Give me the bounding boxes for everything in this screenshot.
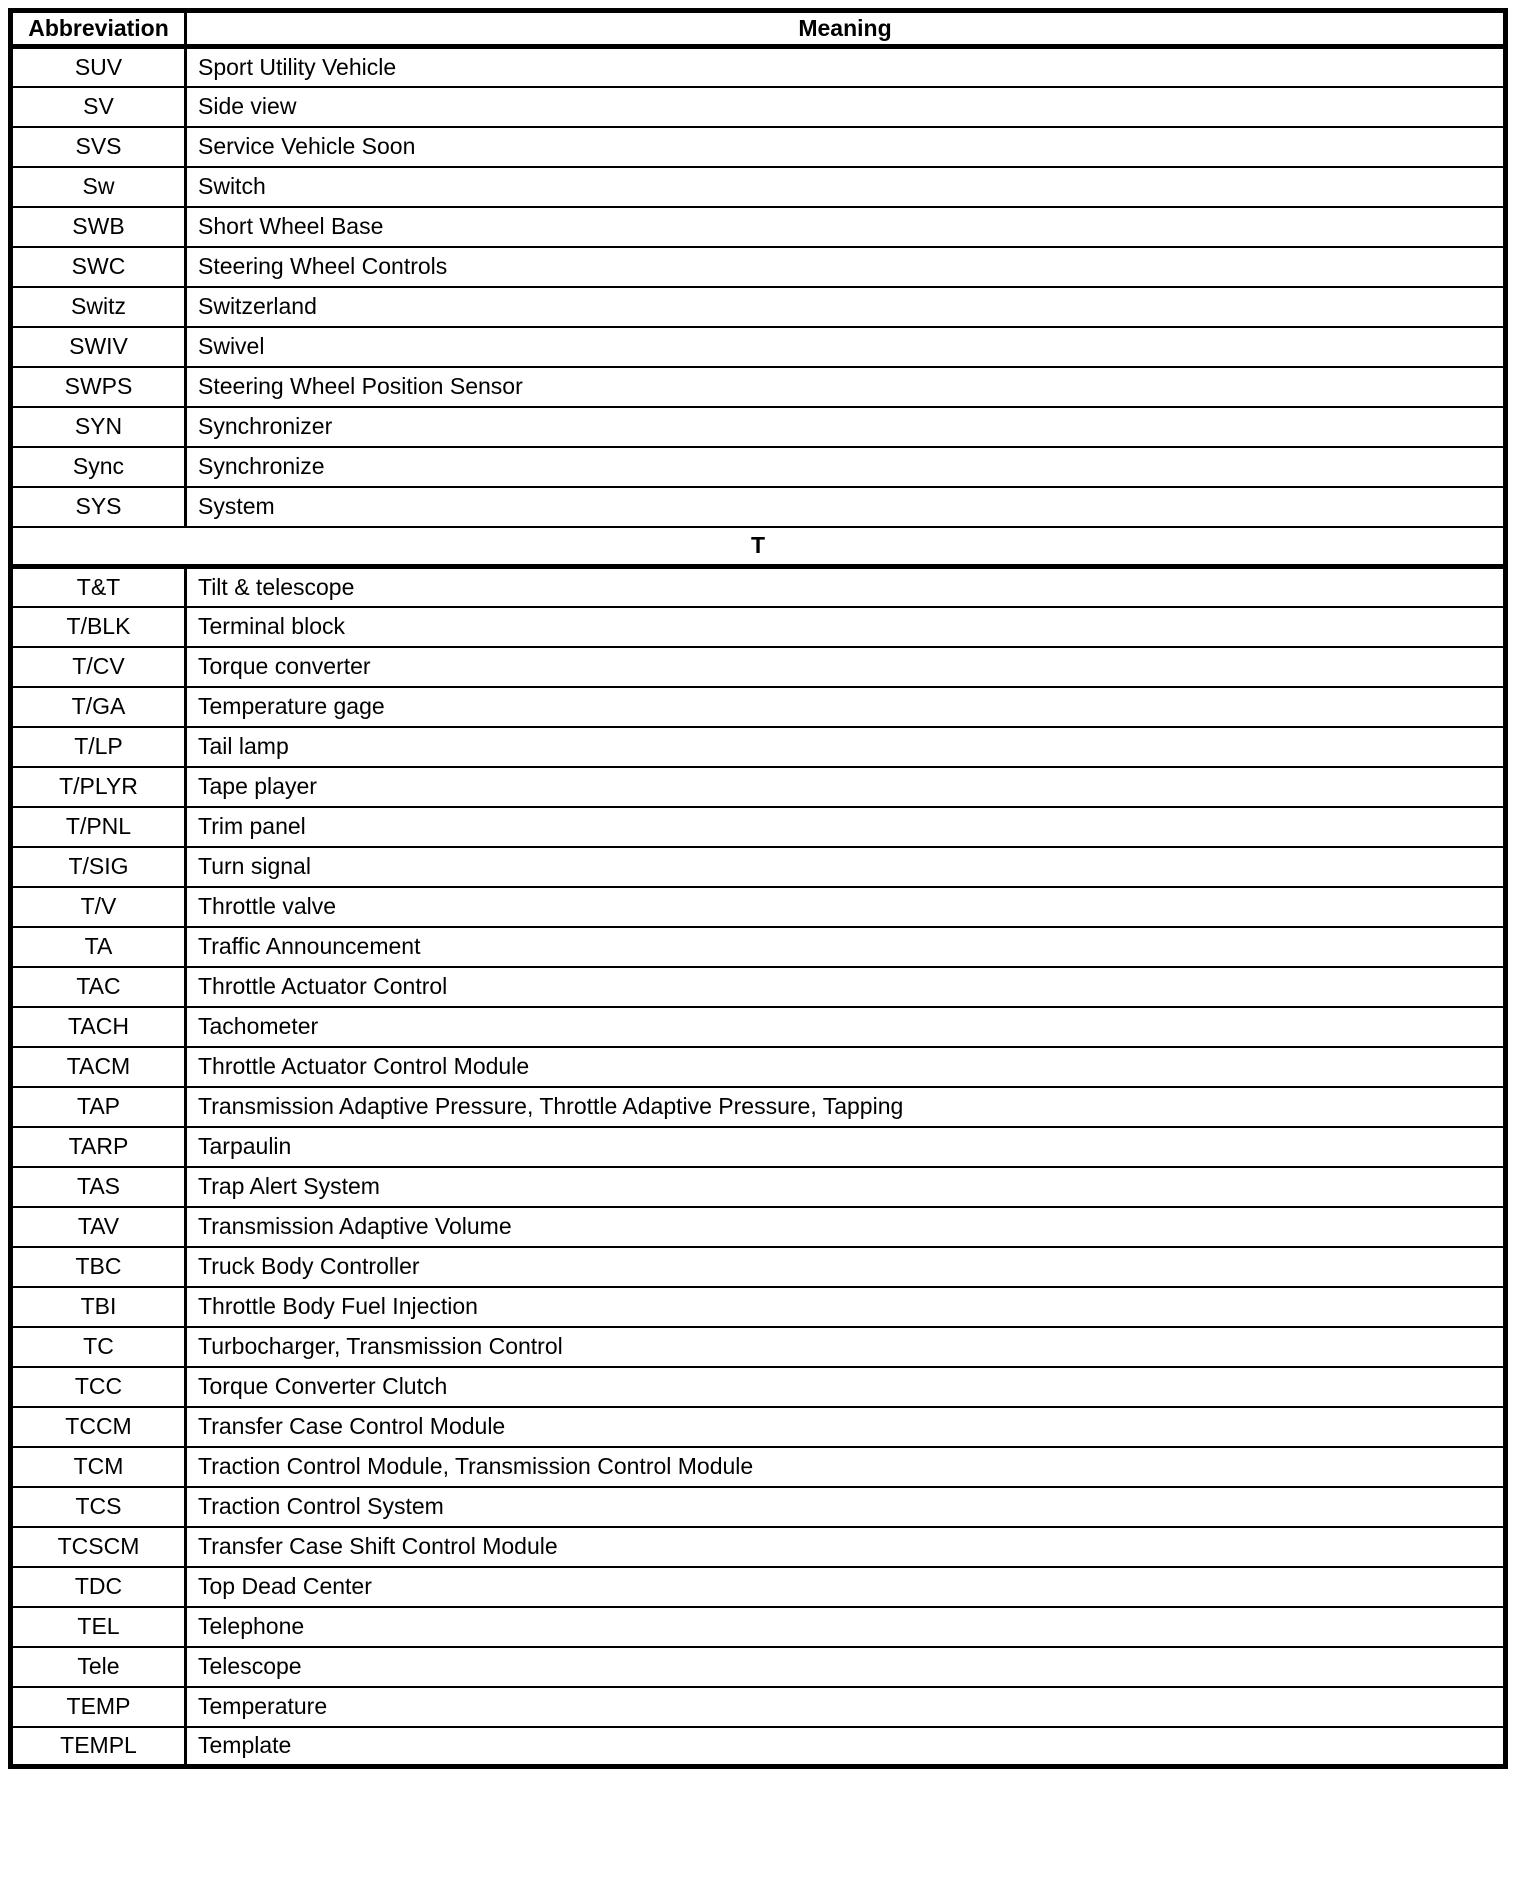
meaning-cell: Tachometer [186, 1007, 1506, 1047]
table-row [11, 1567, 1506, 1607]
meaning-cell: Trim panel [186, 807, 1506, 847]
table-row [11, 1127, 1506, 1167]
meaning-cell: Throttle Actuator Control Module [186, 1047, 1506, 1087]
abbreviation-cell: TBI [11, 1287, 186, 1327]
table-body [11, 47, 1506, 1767]
abbreviation-cell: T/CV [11, 647, 186, 687]
table-row [11, 87, 1506, 127]
table-row [11, 1527, 1506, 1567]
table-row [11, 1647, 1506, 1687]
abbreviation-cell: TCS [11, 1487, 186, 1527]
meaning-cell: Tarpaulin [186, 1127, 1506, 1167]
table-row [11, 1287, 1506, 1327]
abbreviation-cell: Sync [11, 447, 186, 487]
abbreviation-cell: TACH [11, 1007, 186, 1047]
abbreviation-cell: Sw [11, 167, 186, 207]
meaning-cell: Truck Body Controller [186, 1247, 1506, 1287]
abbreviation-cell: TCCM [11, 1407, 186, 1447]
meaning-cell: Tilt & telescope [186, 567, 1506, 607]
abbreviation-cell: SWPS [11, 367, 186, 407]
table-row [11, 967, 1506, 1007]
meaning-cell: Service Vehicle Soon [186, 127, 1506, 167]
table-row [11, 807, 1506, 847]
abbreviation-cell: SYN [11, 407, 186, 447]
abbreviation-cell: T/PNL [11, 807, 186, 847]
table-row [11, 207, 1506, 247]
table-row [11, 567, 1506, 607]
meaning-cell: Transfer Case Control Module [186, 1407, 1506, 1447]
meaning-cell: Turbocharger, Transmission Control [186, 1327, 1506, 1367]
table-row [11, 1727, 1506, 1767]
table-row [11, 1247, 1506, 1287]
table-row [11, 847, 1506, 887]
table-row [11, 647, 1506, 687]
abbreviation-cell: TEMP [11, 1687, 186, 1727]
table-row [11, 767, 1506, 807]
table-row [11, 687, 1506, 727]
table-row [11, 167, 1506, 207]
table-row [11, 1447, 1506, 1487]
table-row [11, 1367, 1506, 1407]
table-row [11, 1167, 1506, 1207]
meaning-cell: Torque converter [186, 647, 1506, 687]
meaning-cell: Terminal block [186, 607, 1506, 647]
meaning-cell: Traffic Announcement [186, 927, 1506, 967]
meaning-cell: Steering Wheel Controls [186, 247, 1506, 287]
meaning-cell: Switch [186, 167, 1506, 207]
meaning-cell: Telescope [186, 1647, 1506, 1687]
table-row [11, 247, 1506, 287]
table-row [11, 1087, 1506, 1127]
table-row [11, 887, 1506, 927]
header-row [11, 11, 1506, 47]
table-row [11, 1407, 1506, 1447]
abbreviation-cell: SYS [11, 487, 186, 527]
abbreviation-cell: SWC [11, 247, 186, 287]
abbreviation-cell: TAS [11, 1167, 186, 1207]
abbreviation-cell: T/BLK [11, 607, 186, 647]
meaning-cell: Traction Control System [186, 1487, 1506, 1527]
abbreviation-cell: T/V [11, 887, 186, 927]
table-row [11, 407, 1506, 447]
meaning-cell: Transmission Adaptive Pressure, Throttle Adaptive Pressure, Tapping [186, 1087, 1506, 1127]
table-row [11, 1047, 1506, 1087]
table-row [11, 1327, 1506, 1367]
meaning-cell: Traction Control Module, Transmission Control Module [186, 1447, 1506, 1487]
meaning-cell: Temperature [186, 1687, 1506, 1727]
table-row [11, 1607, 1506, 1647]
abbreviation-cell: T/GA [11, 687, 186, 727]
table-row [11, 327, 1506, 367]
abbreviation-cell: TCSCM [11, 1527, 186, 1567]
table-row [11, 487, 1506, 527]
table-row [11, 727, 1506, 767]
abbreviation-cell: T/PLYR [11, 767, 186, 807]
meaning-cell: Short Wheel Base [186, 207, 1506, 247]
abbreviation-table [8, 8, 1508, 1769]
meaning-cell: Torque Converter Clutch [186, 1367, 1506, 1407]
table-row [11, 367, 1506, 407]
meaning-cell: Throttle valve [186, 887, 1506, 927]
column-header-abbreviation: Abbreviation [11, 11, 186, 47]
abbreviation-cell: TAC [11, 967, 186, 1007]
abbreviation-cell: TEL [11, 1607, 186, 1647]
section-letter: T [11, 527, 1506, 567]
meaning-cell: Temperature gage [186, 687, 1506, 727]
meaning-cell: Swivel [186, 327, 1506, 367]
abbreviation-cell: T/SIG [11, 847, 186, 887]
abbreviation-cell: TA [11, 927, 186, 967]
table-row [11, 47, 1506, 87]
table-row [11, 1687, 1506, 1727]
meaning-cell: Template [186, 1727, 1506, 1767]
meaning-cell: Tail lamp [186, 727, 1506, 767]
abbreviation-cell: Switz [11, 287, 186, 327]
table-row [11, 287, 1506, 327]
meaning-cell: Synchronizer [186, 407, 1506, 447]
meaning-cell: Top Dead Center [186, 1567, 1506, 1607]
meaning-cell: Synchronize [186, 447, 1506, 487]
meaning-cell: Switzerland [186, 287, 1506, 327]
table-row [11, 1487, 1506, 1527]
abbreviation-cell: SVS [11, 127, 186, 167]
meaning-cell: Telephone [186, 1607, 1506, 1647]
abbreviation-cell: TCC [11, 1367, 186, 1407]
abbreviation-cell: TC [11, 1327, 186, 1367]
abbreviation-cell: TDC [11, 1567, 186, 1607]
meaning-cell: Throttle Actuator Control [186, 967, 1506, 1007]
table-row [11, 1007, 1506, 1047]
abbreviation-cell: TCM [11, 1447, 186, 1487]
abbreviation-cell: TARP [11, 1127, 186, 1167]
abbreviation-cell: SWB [11, 207, 186, 247]
abbreviation-cell: SUV [11, 47, 186, 87]
abbreviation-cell: T/LP [11, 727, 186, 767]
abbreviation-cell: TACM [11, 1047, 186, 1087]
abbreviation-cell: SWIV [11, 327, 186, 367]
meaning-cell: Steering Wheel Position Sensor [186, 367, 1506, 407]
abbreviation-cell: SV [11, 87, 186, 127]
abbreviation-cell: TAP [11, 1087, 186, 1127]
meaning-cell: System [186, 487, 1506, 527]
table-row [11, 447, 1506, 487]
table-row [11, 127, 1506, 167]
abbreviation-cell: TAV [11, 1207, 186, 1247]
meaning-cell: Sport Utility Vehicle [186, 47, 1506, 87]
section-header-row [11, 527, 1506, 567]
abbreviation-cell: T&T [11, 567, 186, 607]
meaning-cell: Trap Alert System [186, 1167, 1506, 1207]
table-row [11, 927, 1506, 967]
column-header-meaning: Meaning [186, 11, 1506, 47]
meaning-cell: Tape player [186, 767, 1506, 807]
meaning-cell: Side view [186, 87, 1506, 127]
meaning-cell: Transfer Case Shift Control Module [186, 1527, 1506, 1567]
meaning-cell: Throttle Body Fuel Injection [186, 1287, 1506, 1327]
meaning-cell: Turn signal [186, 847, 1506, 887]
document-page [8, 8, 1508, 1769]
meaning-cell: Transmission Adaptive Volume [186, 1207, 1506, 1247]
abbreviation-cell: TBC [11, 1247, 186, 1287]
abbreviation-cell: TEMPL [11, 1727, 186, 1767]
table-row [11, 1207, 1506, 1247]
abbreviation-cell: Tele [11, 1647, 186, 1687]
table-row [11, 607, 1506, 647]
